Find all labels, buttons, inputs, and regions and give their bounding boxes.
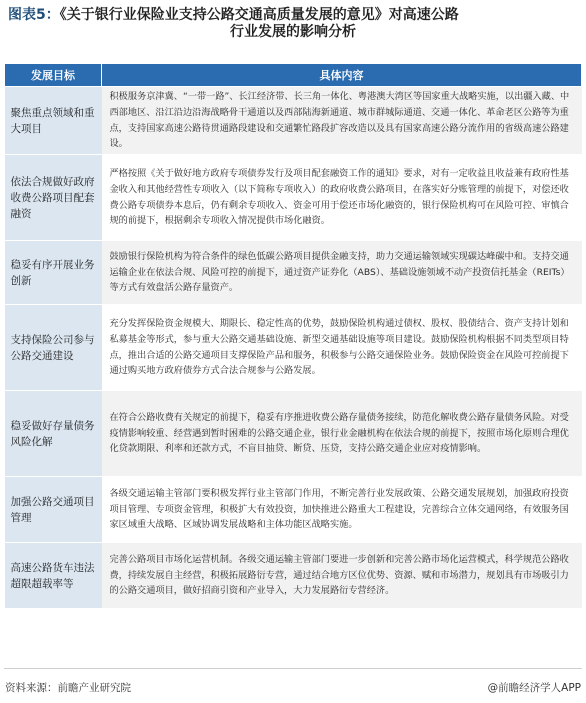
row-content: 各级交通运输主管部门要积极发挥行业主管部门作用，不断完善行业发展政策、公路交通发展规划，加强政府投资项目管理、专项资金管理，积极扩大有效投资，加快推进公路重大工程建设，完善综合立体交通网络，有效服务国家区域重大战略、区域协调发展战略和主体功能区战略实施。: [102, 477, 582, 543]
figure-label: 图表5：: [8, 7, 60, 23]
row-goal: 依法合规做好政府收费公路项目配套融资: [5, 155, 102, 241]
row-content: 完善公路项目市场化运营机制。各级交通运输主管部门要进一步创新和完善公路市场化运营模式，科学规范公路收费，持续发展自主经营，积极拓展路衍专营，通过结合地方区位优势、资源、赋和市场潜力，规划具有市场吸引力的公路交通项目，做好招商引资和产业导入，大力发展路衍专营经济。: [102, 543, 582, 609]
table-row: [5, 477, 582, 543]
row-content: 在符合公路收费有关规定的前提下，稳妥有序推进收费公路存量债务接续，防范化解收费公路存量债务风险。对受疫情影响较重、经营遇到暂时困难的公路交通企业，银行业金融机构在依法合规的前提下，按照市场化原则合理优化贷款期限、利率和还款方式，不盲目抽贷、断贷、压贷，支持公路交通企业应对疫情影响。: [102, 391, 582, 477]
policy-table: [4, 63, 582, 609]
table-row: [5, 241, 582, 305]
row-goal: 支持保险公司参与公路交通建设: [5, 305, 102, 391]
footer-divider: [4, 668, 582, 669]
header-content: 具体内容: [102, 64, 582, 87]
table-row: [5, 87, 582, 155]
table-row: [5, 391, 582, 477]
table-header-row: [5, 64, 582, 87]
page-title: [8, 7, 578, 41]
title-line-1: 《关于银行业保险业支持公路交通高质量发展的意见》对高速公路: [59, 7, 459, 23]
table-row: [5, 305, 582, 391]
row-content: 积极服务京津冀、“一带一路”、长江经济带、长三角一体化、粤港澳大湾区等国家重大战略实施，以出疆入藏、中西部地区、沿江沿边沿海战略骨干通道以及西部陆海新通道、城市群城际通道、交通一体化、革命老区公路等为重点，支持国家高速公路待贯通路段建设和交通繁忙路段扩容改造以及具有国家高速公路分流作用的省级高速公路建设。: [102, 87, 582, 155]
title-line-2: 行业发展的影响分析: [230, 24, 356, 40]
header-goal: 发展目标: [5, 64, 102, 87]
brand-credit: @前瞻经济学人APP: [487, 682, 581, 694]
row-goal: 高速公路货车违法超限超载率等: [5, 543, 102, 609]
row-goal: 加强公路交通项目管理: [5, 477, 102, 543]
row-goal: 聚焦重点领域和重大项目: [5, 87, 102, 155]
row-goal: 稳妥有序开展业务创新: [5, 241, 102, 305]
footer: [5, 680, 581, 695]
table-row: [5, 155, 582, 241]
row-content: 鼓励银行保险机构为符合条件的绿色低碳公路项目提供金融支持，助力交通运输领域实现碳达峰碳中和。支持交通运输企业在依法合规、风险可控的前提下，通过资产证券化（ABS）、基础设施领域不动产投资信托基金（REITs）等方式有效盘活公路存量资产。: [102, 241, 582, 305]
table-row: [5, 543, 582, 609]
row-content: 充分发挥保险资金规模大、期限长、稳定性高的优势，鼓励保险机构通过债权、股权、股债结合、资产支持计划和私募基金等形式，参与重大公路交通基础设施、新型交通基础设施等项目建设。鼓励保险机构根据不同类型项目特点，推出合适的公路交通项目支撑保险产品和服务，积极参与公路交通保险业务。鼓励保险资金在风险可控前提下通过购买地方政府债券方式合法合规参与公路发展。: [102, 305, 582, 391]
row-goal: 稳妥做好存量债务风险化解: [5, 391, 102, 477]
row-content: 严格按照《关于做好地方政府专项债券发行及项目配套融资工作的通知》要求，对有一定收益且收益兼有政府性基金收入和其他经营性专项收入（以下简称专项收入）的政府收费公路项目，在落实好分账管理的前提下，对偿还收费公路专项债券本息后，仍有剩余专项收入、资金可用于偿还市场化融资的，银行保险机构可在风险可控、审慎合规的前提下，根据剩余专项收入情况提供市场化融资。: [102, 155, 582, 241]
source-note: 资料来源：前瞻产业研究院: [5, 682, 131, 694]
